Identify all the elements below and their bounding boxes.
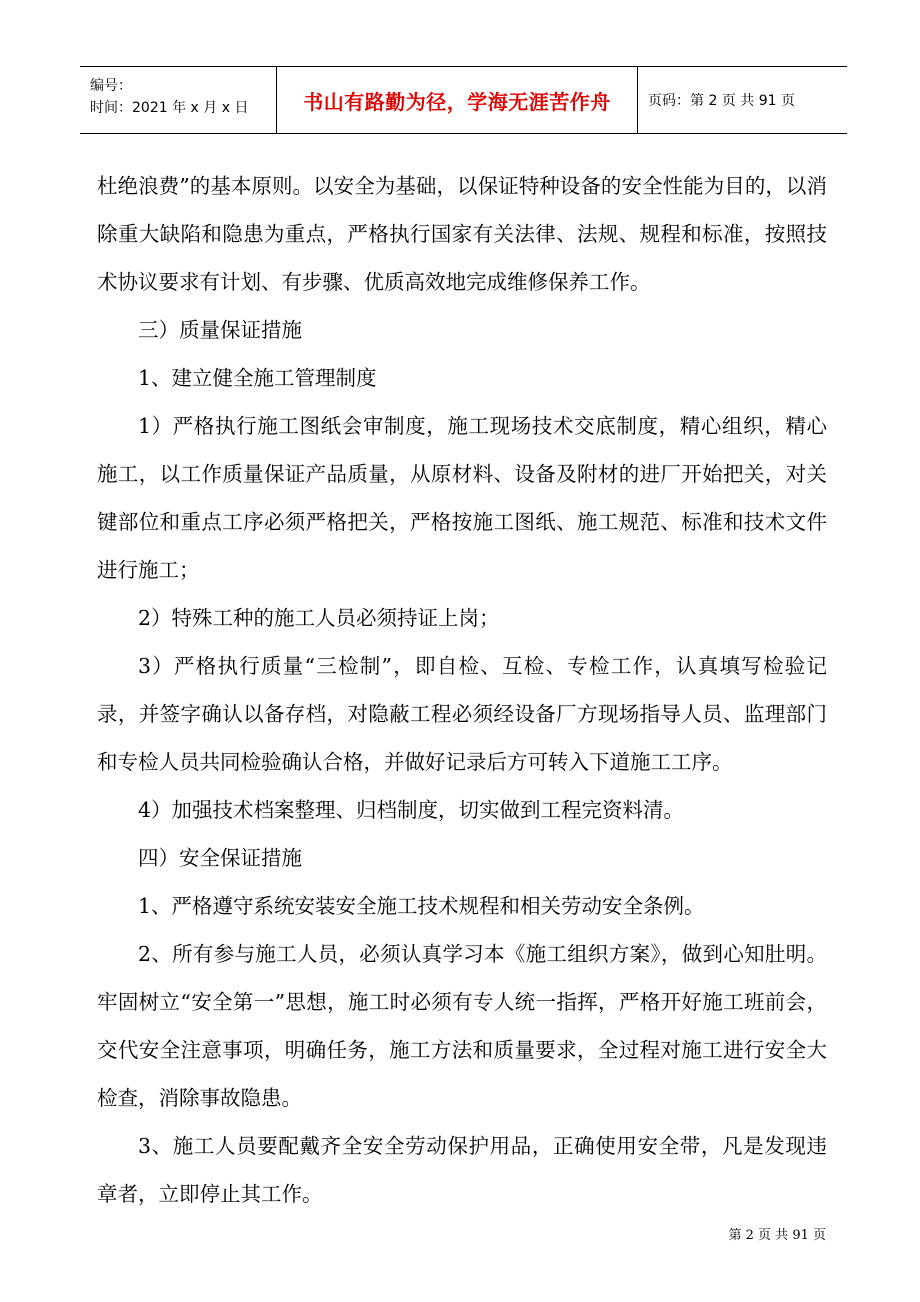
document-code-label: 编号：	[90, 78, 132, 94]
paragraph: 3）严格执行质量“三检制”，即自检、互检、专检工作，认真填写检验记录，并签字确认以备存档，对隐蔽工程必须经设备厂方现场指导人员、监理部门和专检人员共同检验确认合格，并做好记录后方可转入下道施工工序。	[97, 654, 827, 774]
document-body	[97, 162, 827, 1218]
section-heading-quality: 三）质量保证措施	[138, 318, 302, 342]
header-page-number: 页码：第 2 页 共 91 页	[648, 93, 795, 109]
section-heading-safety: 四）安全保证措施	[138, 846, 302, 870]
page-header	[80, 66, 847, 134]
motto-text: 书山有路勤为径，学海无涯苦作舟	[303, 89, 611, 114]
paragraph: 3、施工人员要配戴齐全安全劳动保护用品，正确使用安全带，凡是发现违章者，立即停止其工作。	[97, 1134, 827, 1206]
paragraph: 2）特殊工种的施工人员必须持证上岗；	[138, 606, 500, 630]
paragraph: 1）严格执行施工图纸会审制度，施工现场技术交底制度，精心组织，精心施工，以工作质量保证产品质量，从原材料、设备及附材的进厂开始把关，对关键部位和重点工序必须严格把关，严格按施工图纸、施工规范、标准和技术文件进行施工；	[97, 414, 827, 582]
paragraph: 4）加强技术档案整理、归档制度，切实做到工程完资料清。	[138, 798, 685, 822]
subheading: 1、建立健全施工管理制度	[138, 366, 377, 390]
header-page-info	[638, 67, 847, 133]
page-footer	[729, 1224, 826, 1243]
footer-page-number: 第 2 页 共 91 页	[728, 1228, 826, 1243]
header-motto	[277, 67, 638, 133]
document-date: 时间：2021 年 x 月 x 日	[90, 100, 249, 116]
paragraph: 杜绝浪费”的基本原则。以安全为基础，以保证特种设备的安全性能为目的，以消除重大缺陷和隐患为重点，严格执行国家有关法律、法规、规程和标准，按照技术协议要求有计划、有步骤、优质高效地完成维修保养工作。	[97, 174, 827, 294]
header-meta	[80, 67, 277, 133]
paragraph: 2、所有参与施工人员，必须认真学习本《施工组织方案》，做到心知肚明。牢固树立“安全第一”思想，施工时必须有专人统一指挥，严格开好施工班前会，交代安全注意事项，明确任务，施工方法和质量要求，全过程对施工进行安全大检查，消除事故隐患。	[97, 942, 827, 1110]
paragraph: 1、严格遵守系统安装安全施工技术规程和相关劳动安全条例。	[138, 894, 705, 918]
